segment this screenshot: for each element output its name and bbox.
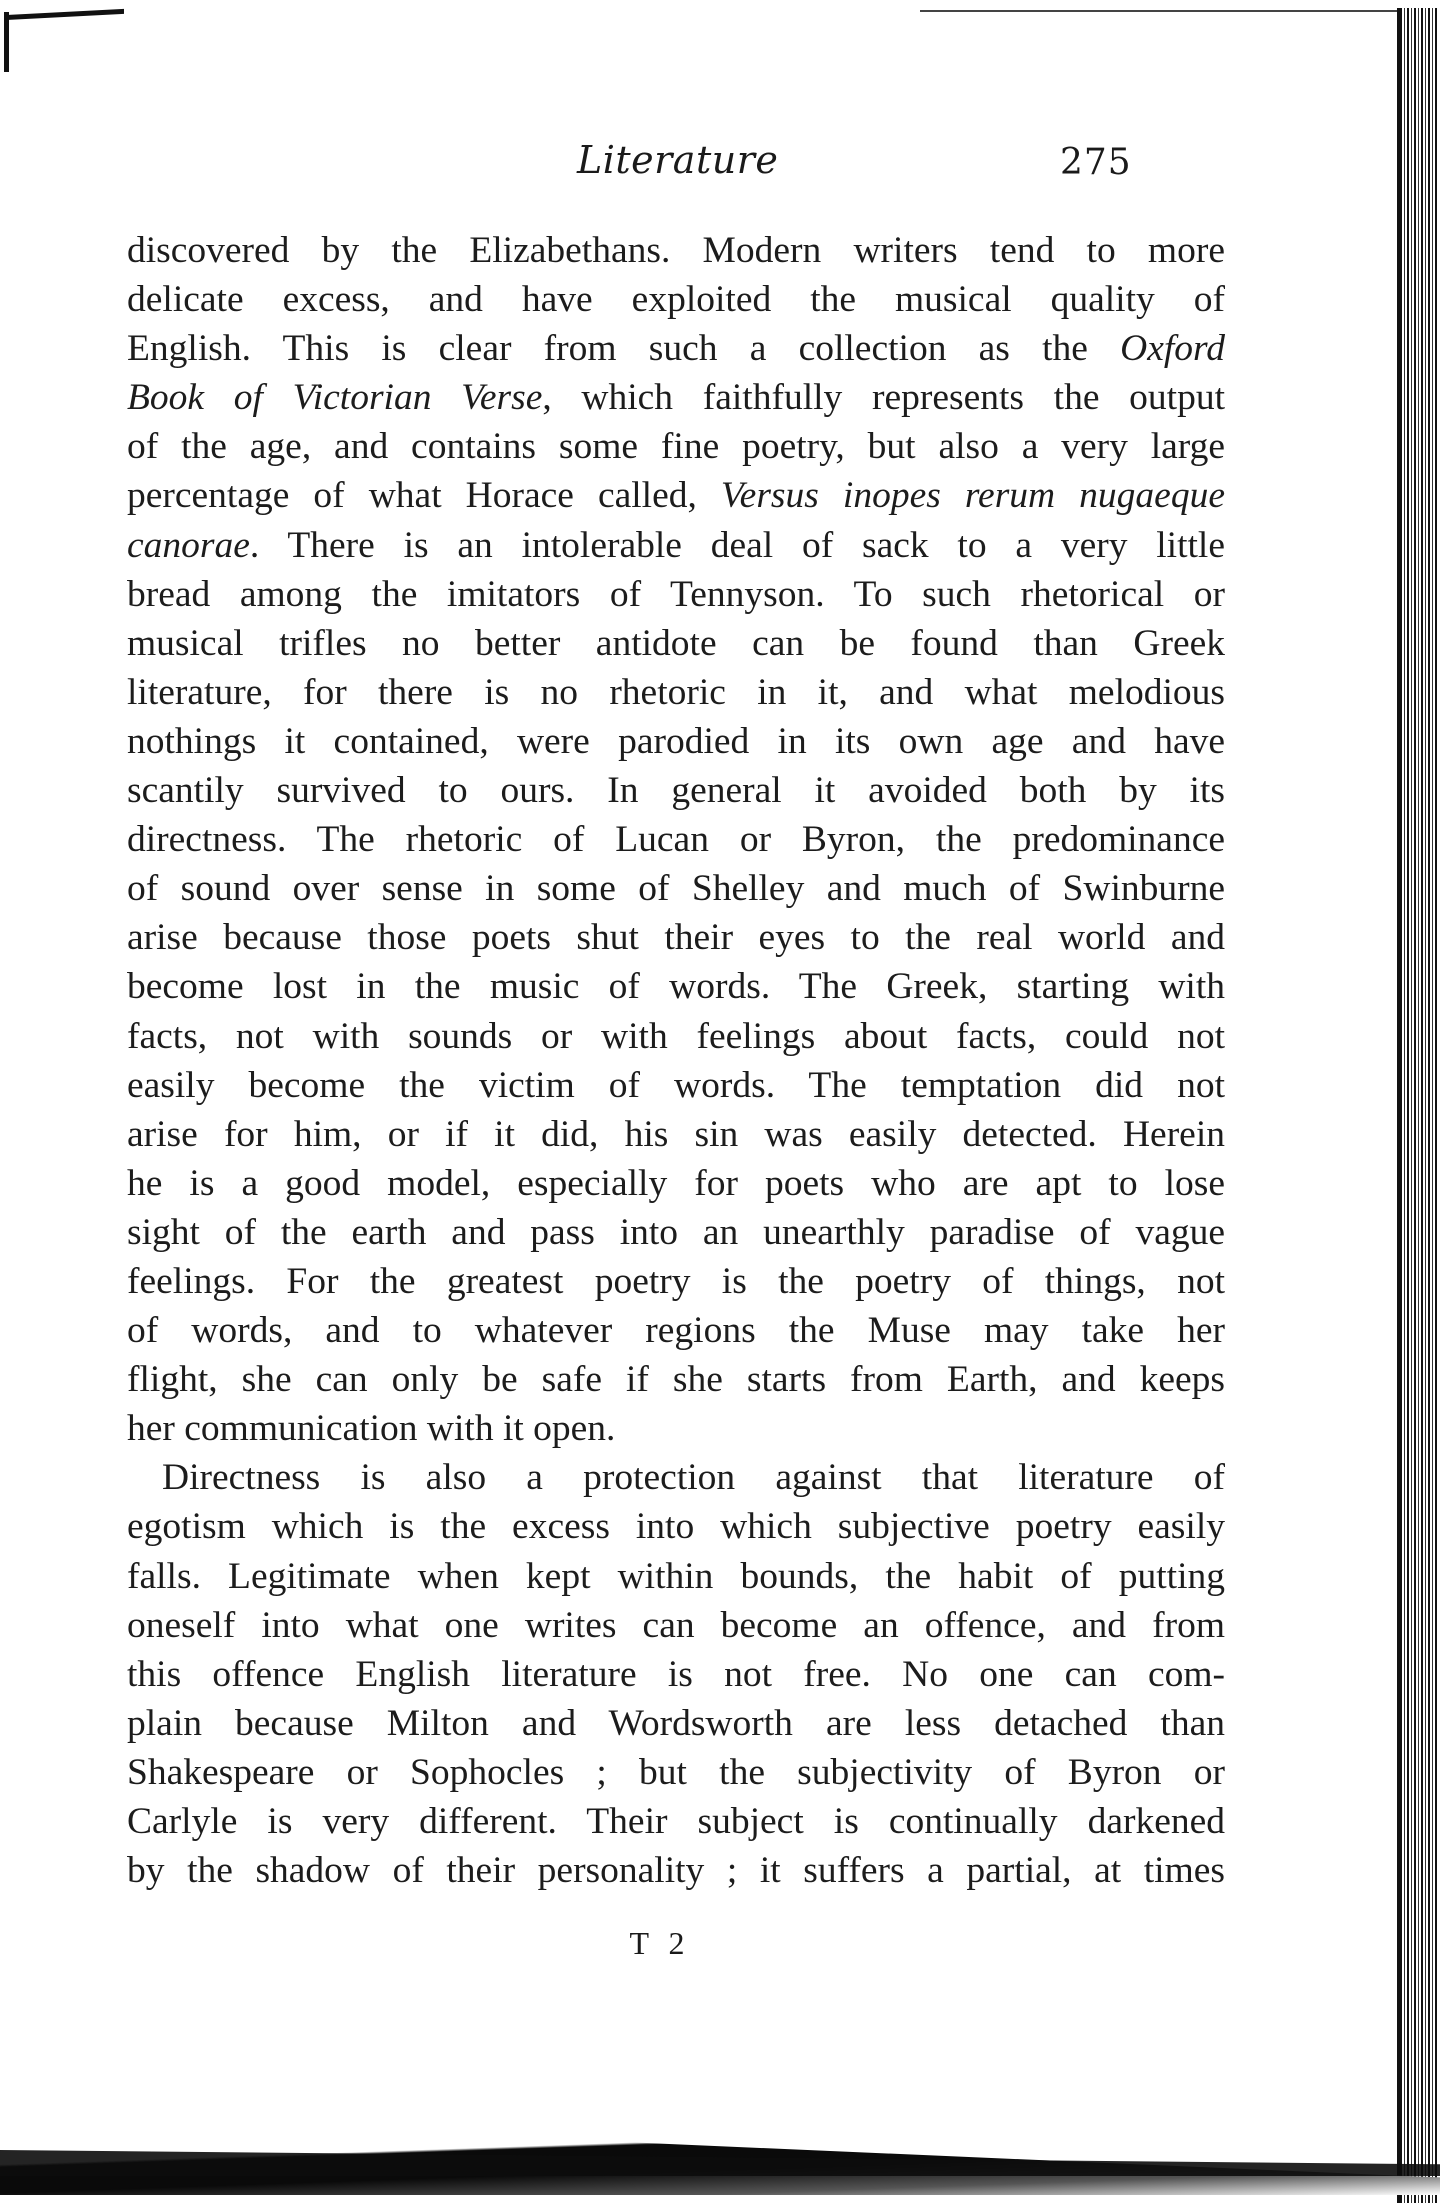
scan-top-edge	[920, 10, 1410, 12]
body-text	[127, 226, 1225, 1895]
text-run: . There is an intolerable deal of sack to a very little	[249, 524, 1225, 566]
text-run: bread among the imitators of Tennyson. To such rhetorical or	[127, 573, 1225, 615]
text-line	[127, 619, 1225, 668]
text-line	[127, 1355, 1225, 1404]
text-line	[127, 1257, 1225, 1306]
text-run: falls. Legitimate when kept within bounds, the habit of putting	[127, 1555, 1225, 1597]
text-line	[127, 962, 1225, 1011]
text-line	[127, 1159, 1225, 1208]
text-line	[127, 1601, 1225, 1650]
text-line	[127, 226, 1225, 275]
signature-mark-text: T 2	[629, 1925, 691, 1961]
text-run: become lost in the music of words. The Greek, starting with	[127, 966, 1225, 1008]
text-run: of the age, and contains some fine poetry, but also a very large	[127, 426, 1225, 468]
text-line	[127, 1012, 1225, 1061]
text-line	[127, 1748, 1225, 1797]
text-run: egotism which is the excess into which subjective poetry easily	[127, 1506, 1225, 1548]
italic-text: Book of Victorian Verse	[127, 377, 543, 419]
text-line	[127, 668, 1225, 717]
text-run: he is a good model, especially for poets who are apt to lose	[127, 1162, 1225, 1204]
text-line	[127, 1061, 1225, 1110]
text-line	[127, 1110, 1225, 1159]
text-line	[127, 1306, 1225, 1355]
text-line	[127, 1846, 1225, 1895]
scan-corner-mark-vertical	[4, 12, 9, 72]
text-run: nothings it contained, were parodied in its own age and have	[127, 720, 1225, 762]
text-run: scantily survived to ours. In general it avoided both by its	[127, 770, 1225, 812]
text-run: easily become the victim of words. The temptation did not	[127, 1064, 1225, 1106]
text-line	[127, 766, 1225, 815]
text-run: arise because those poets shut their eyes to the real world and	[127, 917, 1225, 959]
text-run: Directness is also a protection against that literature of	[162, 1457, 1225, 1499]
text-line	[127, 864, 1225, 913]
text-run: musical trifles no better antidote can be found than Greek	[127, 622, 1225, 664]
text-line	[127, 1650, 1225, 1699]
text-line	[127, 521, 1225, 570]
text-run: her communication with it open.	[127, 1408, 616, 1450]
text-line	[127, 570, 1225, 619]
running-title: Literature	[577, 138, 779, 182]
text-run: , which faithfully represents the output	[542, 377, 1225, 419]
text-run: this offence English literature is not free. No one can com-	[127, 1653, 1225, 1695]
text-run: feelings. For the greatest poetry is the poetry of things, not	[127, 1260, 1225, 1302]
text-line	[127, 1404, 1225, 1453]
text-line	[127, 1552, 1225, 1601]
text-line	[127, 422, 1225, 471]
text-run: flight, she can only be safe if she starts from Earth, and keeps	[127, 1359, 1225, 1401]
text-run: delicate excess, and have exploited the musical quality of	[127, 279, 1225, 321]
text-run: of sound over sense in some of Shelley and much of Swinburne	[127, 868, 1225, 910]
text-run: English. This is clear from such a collection as the	[127, 328, 1121, 370]
text-line	[127, 1453, 1225, 1502]
text-line	[127, 1502, 1225, 1551]
text-run: oneself into what one writes can become an offence, and from	[127, 1604, 1225, 1646]
text-line	[127, 1208, 1225, 1257]
text-line	[127, 373, 1225, 422]
text-run: arise for him, or if it did, his sin was easily detected. Herein	[127, 1113, 1225, 1155]
italic-text: canorae	[127, 524, 250, 566]
text-line	[127, 1797, 1225, 1846]
text-line	[127, 471, 1225, 520]
text-run: plain because Milton and Wordsworth are less detached than	[127, 1702, 1225, 1744]
text-run: Shakespeare or Sophocles ; but the subjectivity of Byron or	[127, 1751, 1225, 1793]
text-run: percentage of what Horace called,	[127, 475, 721, 517]
text-line	[127, 1699, 1225, 1748]
page-number: 275	[1060, 142, 1132, 183]
text-line	[127, 815, 1225, 864]
text-run: sight of the earth and pass into an unearthly paradise of vague	[127, 1211, 1225, 1253]
text-run: by the shadow of their personality ; it suffers a partial, at times	[127, 1850, 1225, 1892]
text-run: of words, and to whatever regions the Muse may take her	[127, 1310, 1225, 1352]
text-run: Carlyle is very different. Their subject is continually darkened	[127, 1801, 1225, 1842]
text-line	[127, 717, 1225, 766]
italic-text: Oxford	[1120, 328, 1225, 370]
italic-text: Versus inopes rerum nugaeque	[720, 475, 1225, 517]
text-run: literature, for there is no rhetoric in it, and what melodious	[127, 671, 1225, 713]
text-line	[127, 275, 1225, 324]
signature-mark	[0, 1925, 1444, 1962]
text-line	[127, 913, 1225, 962]
running-header	[127, 138, 1227, 194]
text-run: directness. The rhetoric of Lucan or Byron, the predominance	[127, 819, 1225, 861]
page-stack-edge	[1400, 8, 1438, 2203]
text-run: facts, not with sounds or with feelings about facts, could not	[127, 1015, 1225, 1057]
text-line	[127, 324, 1225, 373]
scan-corner-mark	[4, 9, 124, 20]
text-run: discovered by the Elizabethans. Modern writers tend to more	[127, 230, 1225, 271]
